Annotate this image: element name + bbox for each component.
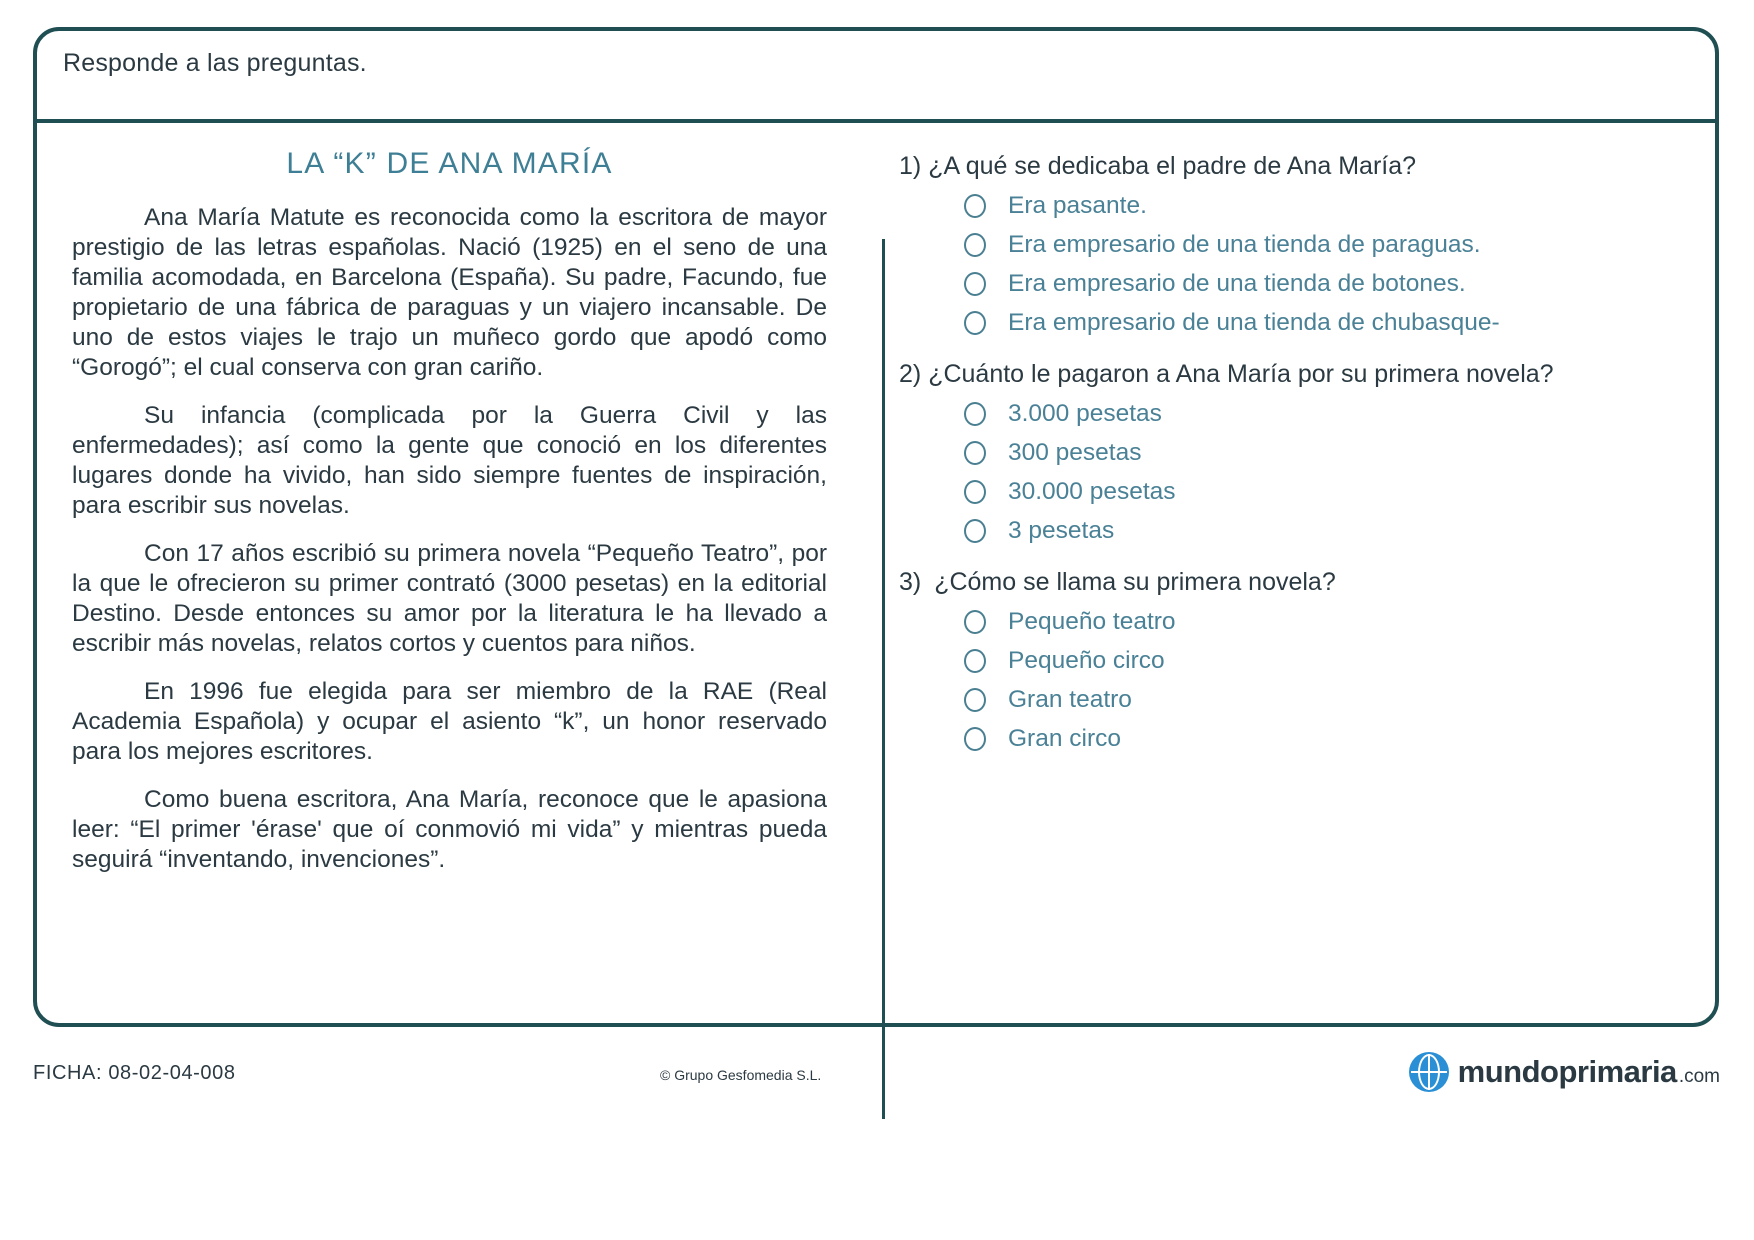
question-number-1: 1) xyxy=(899,152,922,180)
question-block-2 xyxy=(899,359,1695,545)
option-label: Gran teatro xyxy=(1008,686,1132,713)
logo-wordmark: mundoprimaria xyxy=(1457,1054,1677,1089)
option-row[interactable] xyxy=(899,647,1695,675)
passage-paragraph: En 1996 fue elegida para ser miembro de la RAE (Real Academia Española) y ocupar el asiento “k”, un honor reservado para los mejores escritores. xyxy=(72,678,827,765)
option-row[interactable] xyxy=(899,309,1695,337)
question-number-2: 2) xyxy=(899,360,922,388)
radio-button-icon[interactable] xyxy=(964,272,986,296)
question-block-1 xyxy=(899,151,1695,337)
radio-button-icon[interactable] xyxy=(964,402,986,426)
radio-button-icon[interactable] xyxy=(964,194,986,218)
ficha-code: FICHA: 08-02-04-008 xyxy=(33,1062,236,1084)
option-label: Pequeño teatro xyxy=(1008,608,1176,635)
option-row[interactable] xyxy=(899,400,1695,428)
radio-button-icon[interactable] xyxy=(964,480,986,504)
option-row[interactable] xyxy=(899,478,1695,506)
worksheet-body xyxy=(37,123,1715,1023)
option-row[interactable] xyxy=(899,231,1695,259)
instruction-bar xyxy=(37,31,1715,123)
option-label: Era empresario de una tienda de botones. xyxy=(1008,270,1466,297)
question-text-2 xyxy=(899,359,1695,390)
passage-paragraph: Como buena escritora, Ana María, reconoce que le apasiona leer: “El primer 'érase' que oí conmovió mi vida” y mientras pueda seguirá “inventando, invenciones”. xyxy=(72,786,827,873)
copyright-text: © Grupo Gesfomedia S.L. xyxy=(660,1067,822,1083)
passage-paragraph: Su infancia (complicada por la Guerra Civil y las enfermedades); así como la gente que conoció en los diferentes lugares donde ha vivido, han sido siempre fuentes de inspiración, para escribir sus novelas. xyxy=(72,402,827,519)
logo-domain-suffix: .com xyxy=(1678,1066,1720,1087)
radio-button-icon[interactable] xyxy=(964,688,986,712)
option-label: Gran circo xyxy=(1008,725,1122,752)
question-prompt-1: ¿A qué se dedicaba el padre de Ana María? xyxy=(928,152,1417,180)
passage-paragraph: Con 17 años escribió su primera novela “Pequeño Teatro”, por la que le ofrecieron su primer contrató (3000 pesetas) en la editorial Destino. Desde entonces su amor por la literatura le ha llevado a escribir más novelas, relatos cortos y cuentos para niños. xyxy=(72,540,827,657)
option-label: 30.000 pesetas xyxy=(1008,478,1176,505)
option-label: 3.000 pesetas xyxy=(1008,400,1162,427)
radio-button-icon[interactable] xyxy=(964,519,986,543)
passage-paragraph: Ana María Matute es reconocida como la escritora de mayor prestigio de las letras españolas. Nació (1925) en el seno de una familia acomodada, en Barcelona (España). Su padre, Facundo, fue propietario de una fábrica de paraguas y un viajero incansable. De uno de estos viajes le trajo un muñeco gordo que apodó como “Gorogó”; el cual conserva con gran cariño. xyxy=(72,204,827,381)
option-label: 300 pesetas xyxy=(1008,439,1142,466)
option-row[interactable] xyxy=(899,608,1695,636)
passage-text xyxy=(72,203,827,875)
radio-button-icon[interactable] xyxy=(964,610,986,634)
column-divider xyxy=(882,239,885,1119)
reading-passage-column xyxy=(37,123,857,1023)
option-label: Era empresario de una tienda de chubasque- xyxy=(1008,309,1500,336)
radio-button-icon[interactable] xyxy=(964,649,986,673)
instruction-text: Responde a las preguntas. xyxy=(63,49,367,77)
option-list-3 xyxy=(899,608,1695,753)
question-prompt-2: ¿Cuánto le pagaron a Ana María por su primera novela? xyxy=(928,360,1554,388)
worksheet-sheet xyxy=(33,27,1719,1027)
mundoprimaria-logo xyxy=(1409,1052,1720,1092)
option-label: Era empresario de una tienda de paraguas. xyxy=(1008,231,1481,258)
question-prompt-3: ¿Cómo se llama su primera novela? xyxy=(934,568,1336,596)
page-footer xyxy=(0,1048,1754,1128)
radio-button-icon[interactable] xyxy=(964,233,986,257)
question-text-1 xyxy=(899,151,1695,182)
option-row[interactable] xyxy=(899,725,1695,753)
radio-button-icon[interactable] xyxy=(964,311,986,335)
question-number-3: 3) xyxy=(899,568,922,596)
questions-column xyxy=(857,123,1715,1023)
radio-button-icon[interactable] xyxy=(964,727,986,751)
question-text-3 xyxy=(899,567,1695,598)
option-row[interactable] xyxy=(899,270,1695,298)
globe-icon xyxy=(1409,1052,1449,1092)
option-row[interactable] xyxy=(899,686,1695,714)
option-list-2 xyxy=(899,400,1695,545)
option-list-1 xyxy=(899,192,1695,337)
option-row[interactable] xyxy=(899,517,1695,545)
page-title: LA “K” DE ANA MARÍA xyxy=(286,147,613,180)
option-label: Era pasante. xyxy=(1008,192,1147,219)
option-label: Pequeño circo xyxy=(1008,647,1165,674)
option-label: 3 pesetas xyxy=(1008,517,1115,544)
option-row[interactable] xyxy=(899,439,1695,467)
option-row[interactable] xyxy=(899,192,1695,220)
question-block-3 xyxy=(899,567,1695,753)
radio-button-icon[interactable] xyxy=(964,441,986,465)
